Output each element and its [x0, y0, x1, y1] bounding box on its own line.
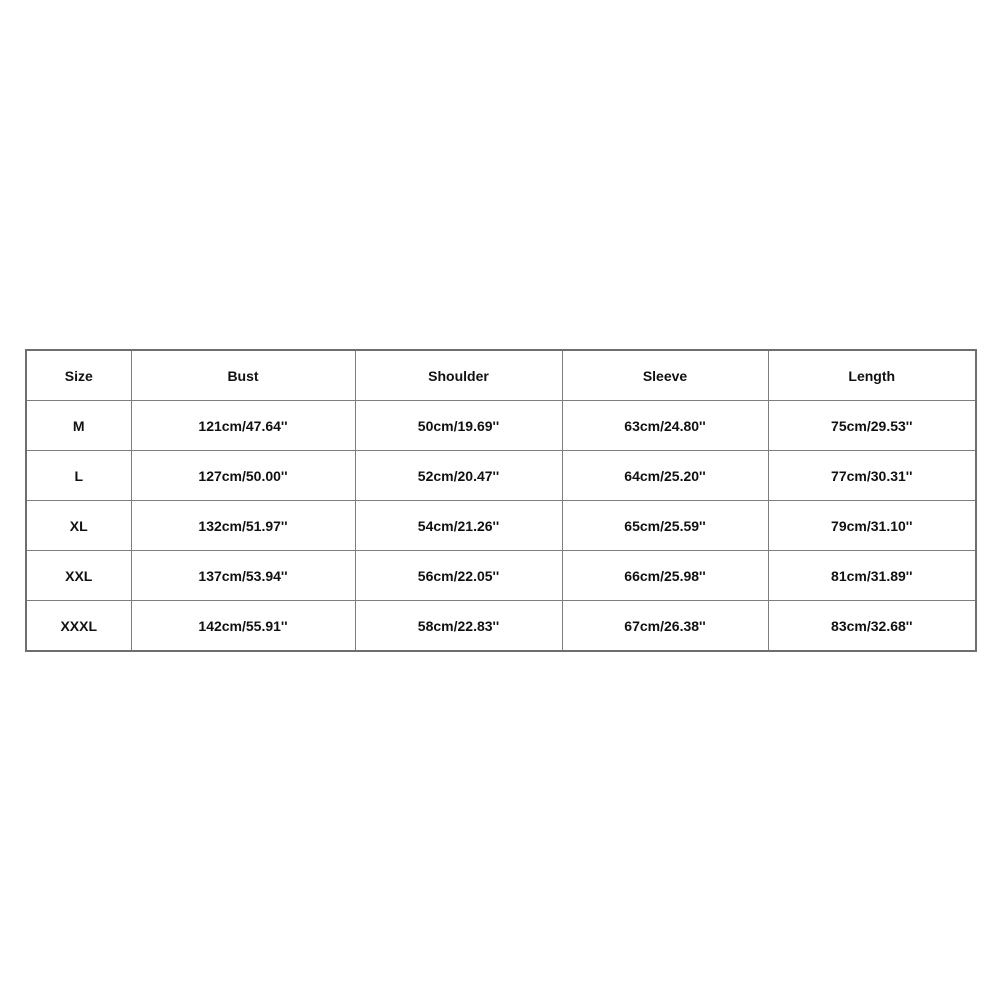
cell-bust: 121cm/47.64'' [131, 401, 355, 451]
table-header-row [26, 350, 976, 401]
cell-length: 75cm/29.53'' [768, 401, 976, 451]
cell-length: 83cm/32.68'' [768, 601, 976, 652]
header-shoulder: Shoulder [355, 350, 562, 401]
header-sleeve: Sleeve [562, 350, 768, 401]
cell-length: 77cm/30.31'' [768, 451, 976, 501]
table-row [26, 601, 976, 652]
cell-bust: 127cm/50.00'' [131, 451, 355, 501]
cell-shoulder: 52cm/20.47'' [355, 451, 562, 501]
cell-size: XL [26, 501, 131, 551]
cell-bust: 142cm/55.91'' [131, 601, 355, 652]
cell-size: M [26, 401, 131, 451]
table-row [26, 401, 976, 451]
table-row [26, 501, 976, 551]
header-length: Length [768, 350, 976, 401]
header-size: Size [26, 350, 131, 401]
table-row [26, 451, 976, 501]
cell-shoulder: 54cm/21.26'' [355, 501, 562, 551]
cell-shoulder: 58cm/22.83'' [355, 601, 562, 652]
cell-size: L [26, 451, 131, 501]
cell-shoulder: 50cm/19.69'' [355, 401, 562, 451]
cell-sleeve: 63cm/24.80'' [562, 401, 768, 451]
cell-bust: 137cm/53.94'' [131, 551, 355, 601]
table-row [26, 551, 976, 601]
cell-sleeve: 67cm/26.38'' [562, 601, 768, 652]
cell-sleeve: 66cm/25.98'' [562, 551, 768, 601]
cell-shoulder: 56cm/22.05'' [355, 551, 562, 601]
cell-sleeve: 64cm/25.20'' [562, 451, 768, 501]
cell-sleeve: 65cm/25.59'' [562, 501, 768, 551]
cell-length: 79cm/31.10'' [768, 501, 976, 551]
cell-bust: 132cm/51.97'' [131, 501, 355, 551]
size-chart-table [25, 349, 977, 652]
cell-length: 81cm/31.89'' [768, 551, 976, 601]
cell-size: XXXL [26, 601, 131, 652]
cell-size: XXL [26, 551, 131, 601]
header-bust: Bust [131, 350, 355, 401]
